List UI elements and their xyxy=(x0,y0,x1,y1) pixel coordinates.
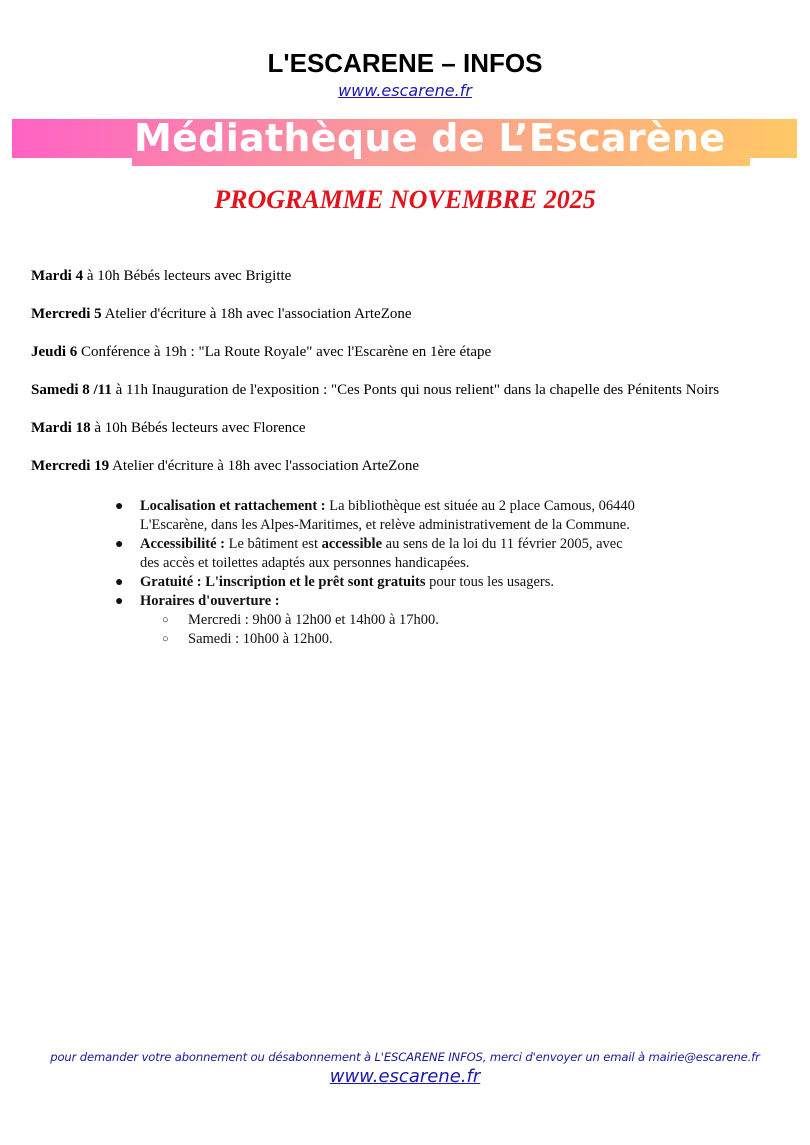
bullet-icon: ● xyxy=(115,594,124,609)
event-item xyxy=(31,418,801,456)
info-gratuite xyxy=(110,573,710,592)
horaire-text: Mercredi : 9h00 à 12h00 et 14h00 à 17h00. xyxy=(188,612,439,628)
event-day: Mardi 4 xyxy=(31,268,84,284)
footer-subscription-note: pour demander votre abonnement ou désabonnement à L'ESCARENE INFOS, merci d'envoyer un email à mairie@escarene.fr xyxy=(50,1050,760,1064)
circle-bullet-icon: ○ xyxy=(162,614,169,626)
event-text: Atelier d'écriture à 18h avec l'association ArteZone xyxy=(101,306,412,322)
info-text: des accès et toilettes adaptés aux personnes handicapées. xyxy=(140,555,470,571)
event-item xyxy=(31,266,801,304)
footer-website-link[interactable]: www.escarene.fr xyxy=(329,1066,481,1087)
banner-title: Médiathèque de L’Escarène xyxy=(134,116,726,160)
event-day: Mercredi 5 xyxy=(31,306,102,322)
info-text: pour tous les usagers. xyxy=(425,574,555,590)
info-accessibilite xyxy=(110,535,710,573)
library-info-list xyxy=(110,497,710,649)
bullet-icon: ● xyxy=(115,537,124,552)
event-day: Mardi 18 xyxy=(31,420,91,436)
bullet-icon: ● xyxy=(115,499,124,514)
info-label: Localisation et rattachement : xyxy=(140,498,326,514)
info-label: Accessibilité : xyxy=(140,536,225,552)
event-text: Atelier d'écriture à 18h avec l'association ArteZone xyxy=(109,458,420,474)
header-website-link[interactable]: www.escarene.fr xyxy=(338,81,472,100)
info-horaires xyxy=(110,592,710,611)
info-localisation xyxy=(110,497,710,535)
newsletter-title: L'ESCARENE – INFOS xyxy=(267,48,543,78)
event-text: à 11h Inauguration de l'exposition : "Ces Ponts qui nous relient" dans la chapelle des Pénitents Noirs xyxy=(111,382,720,398)
info-text: La bibliothèque est située au 2 place Camous, 06440 xyxy=(325,498,635,514)
bullet-icon: ● xyxy=(115,575,124,590)
event-text: à 10h Bébés lecteurs avec Florence xyxy=(90,420,306,436)
horaire-item xyxy=(110,630,710,649)
event-text: à 10h Bébés lecteurs avec Brigitte xyxy=(83,268,292,284)
event-item xyxy=(31,456,801,494)
event-day: Mercredi 19 xyxy=(31,458,110,474)
programme-title: PROGRAMME NOVEMBRE 2025 xyxy=(214,185,596,214)
events-list xyxy=(31,266,801,494)
info-label: Horaires d'ouverture : xyxy=(140,593,280,609)
info-text: L'Escarène, dans les Alpes-Maritimes, et relève administrativement de la Commune. xyxy=(140,517,630,533)
horaire-text: Samedi : 10h00 à 12h00. xyxy=(188,631,333,647)
event-day: Samedi 8 /11 xyxy=(31,382,112,398)
event-item xyxy=(31,342,801,380)
circle-bullet-icon: ○ xyxy=(162,633,169,645)
event-item xyxy=(31,380,801,418)
info-emphasis: accessible xyxy=(321,536,383,552)
event-item xyxy=(31,304,801,342)
event-text: Conférence à 19h : "La Route Royale" avec l'Escarène en 1ère étape xyxy=(77,344,492,360)
info-label: Gratuité : L'inscription et le prêt sont gratuits xyxy=(140,574,426,590)
info-text: Le bâtiment est xyxy=(224,536,322,552)
info-text: au sens de la loi du 11 février 2005, avec xyxy=(382,536,623,552)
horaire-item xyxy=(110,611,710,630)
mediatheque-banner xyxy=(0,0,810,170)
event-day: Jeudi 6 xyxy=(31,344,78,360)
